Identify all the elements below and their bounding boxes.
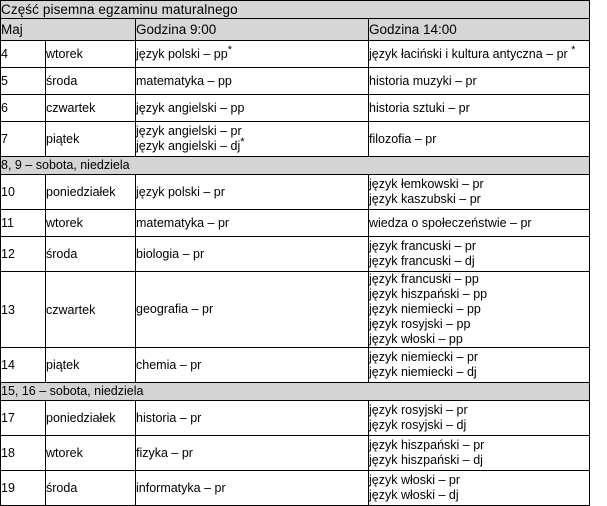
footnote-marker: *: [571, 43, 576, 56]
morning-exams-line: matematyka – pp: [136, 73, 232, 88]
table-row: [1, 95, 590, 122]
morning-exams-line: język angielski – pp: [136, 100, 245, 115]
afternoon-exams: [369, 237, 590, 272]
weekend-band-row: [1, 383, 590, 401]
day-number: 7: [1, 122, 46, 157]
morning-exams: [136, 95, 369, 122]
day-number: 17: [1, 401, 46, 436]
afternoon-exams-line: język hiszpański – pr: [369, 438, 485, 452]
day-number: 18: [1, 436, 46, 471]
table-row: [1, 68, 590, 95]
table-row: [1, 436, 590, 471]
column-header-afternoon: Godzina 14:00: [369, 19, 590, 41]
afternoon-exams: [369, 436, 590, 471]
table-title: Część pisemna egzaminu maturalnego: [1, 1, 590, 19]
weekday-name: czwartek: [46, 272, 136, 348]
day-number: 13: [1, 272, 46, 348]
afternoon-exams-line: język niemiecki – pr: [369, 350, 479, 364]
day-number: 11: [1, 210, 46, 237]
day-number: 6: [1, 95, 46, 122]
weekday-name: piątek: [46, 348, 136, 383]
afternoon-exams-line: język włoski – dj: [369, 488, 459, 502]
afternoon-exams-line: język kaszubski – pr: [369, 192, 481, 206]
afternoon-exams: [369, 348, 590, 383]
weekday-name: poniedziałek: [46, 175, 136, 210]
weekday-name: wtorek: [46, 436, 136, 471]
morning-exams: [136, 237, 369, 272]
afternoon-exams: [369, 272, 590, 348]
column-header-row: [1, 19, 590, 41]
afternoon-exams-line: język niemiecki – pp: [369, 302, 481, 316]
afternoon-exams: [369, 210, 590, 237]
morning-exams-line: język polski – pr: [136, 184, 225, 199]
afternoon-exams-line: historia sztuki – pr: [369, 100, 470, 115]
table-row: [1, 41, 590, 68]
afternoon-exams: [369, 471, 590, 506]
weekday-name: środa: [46, 68, 136, 95]
title-row: [1, 1, 590, 19]
morning-exams-line: język angielski – pr: [136, 124, 242, 138]
afternoon-exams: [369, 68, 590, 95]
weekday-name: wtorek: [46, 210, 136, 237]
afternoon-exams-line: język łaciński i kultura antyczna – pr *: [369, 43, 576, 61]
day-number: 14: [1, 348, 46, 383]
afternoon-exams-line: język rosyjski – pp: [369, 317, 471, 331]
weekday-name: poniedziałek: [46, 401, 136, 436]
morning-exams-line: historia – pr: [136, 410, 202, 425]
day-number: 5: [1, 68, 46, 95]
afternoon-exams-line: wiedza o społeczeństwie – pr: [369, 215, 532, 230]
weekend-band-label: 15, 16 – sobota, niedziela: [1, 383, 590, 401]
morning-exams-line: matematyka – pr: [136, 215, 230, 230]
afternoon-exams-line: język francuski – pp: [369, 272, 479, 286]
morning-exams: [136, 122, 369, 157]
morning-exams-line: biologia – pr: [136, 246, 205, 261]
afternoon-exams-line: język rosyjski – dj: [369, 418, 467, 432]
table-row: [1, 210, 590, 237]
afternoon-exams: [369, 95, 590, 122]
weekday-name: środa: [46, 471, 136, 506]
table-row: [1, 401, 590, 436]
afternoon-exams-line: język niemiecki – dj: [369, 365, 477, 379]
weekday-name: środa: [46, 237, 136, 272]
day-number: 12: [1, 237, 46, 272]
table-body: [1, 41, 590, 506]
table-head: [1, 1, 590, 41]
morning-exams: [136, 41, 369, 68]
morning-exams-line: informatyka – pr: [136, 480, 226, 495]
morning-exams: [136, 471, 369, 506]
afternoon-exams-line: język włoski – pr: [369, 473, 460, 487]
table-row: [1, 175, 590, 210]
column-header-morning: Godzina 9:00: [136, 19, 369, 41]
morning-exams: [136, 68, 369, 95]
table-row: [1, 348, 590, 383]
morning-exams: [136, 210, 369, 237]
day-number: 19: [1, 471, 46, 506]
table-row: [1, 122, 590, 157]
afternoon-exams: [369, 175, 590, 210]
weekday-name: piątek: [46, 122, 136, 157]
footnote-marker: *: [240, 135, 245, 148]
afternoon-exams: [369, 401, 590, 436]
table-row: [1, 272, 590, 348]
afternoon-exams-line: język francuski – pr: [369, 239, 476, 253]
afternoon-exams: [369, 122, 590, 157]
morning-exams-line: język angielski – dj*: [136, 135, 245, 153]
afternoon-exams-line: historia muzyki – pr: [369, 73, 477, 88]
morning-exams-line: chemia – pr: [136, 357, 202, 372]
morning-exams-line: język polski – pp*: [136, 43, 232, 61]
column-header-month: Maj: [1, 19, 136, 41]
day-number: 4: [1, 41, 46, 68]
afternoon-exams-line: filozofia – pr: [369, 131, 437, 146]
table-row: [1, 237, 590, 272]
morning-exams: [136, 175, 369, 210]
afternoon-exams-line: język francuski – dj: [369, 254, 475, 268]
morning-exams: [136, 272, 369, 348]
weekend-band-label: 8, 9 – sobota, niedziela: [1, 157, 590, 175]
day-number: 10: [1, 175, 46, 210]
weekday-name: wtorek: [46, 41, 136, 68]
afternoon-exams-line: język hiszpański – dj: [369, 453, 483, 467]
footnote-marker: *: [227, 43, 232, 56]
afternoon-exams-line: język rosyjski – pr: [369, 403, 468, 417]
morning-exams-line: fizyka – pr: [136, 445, 193, 460]
morning-exams-line: geografia – pr: [136, 302, 214, 316]
afternoon-exams-line: język włoski – pp: [369, 332, 463, 346]
table-row: [1, 471, 590, 506]
morning-exams: [136, 436, 369, 471]
morning-exams: [136, 348, 369, 383]
weekday-name: czwartek: [46, 95, 136, 122]
afternoon-exams: [369, 41, 590, 68]
afternoon-exams-line: język łemkowski – pr: [369, 177, 484, 191]
afternoon-exams-line: język hiszpański – pp: [369, 287, 488, 301]
morning-exams: [136, 401, 369, 436]
weekend-band-row: [1, 157, 590, 175]
